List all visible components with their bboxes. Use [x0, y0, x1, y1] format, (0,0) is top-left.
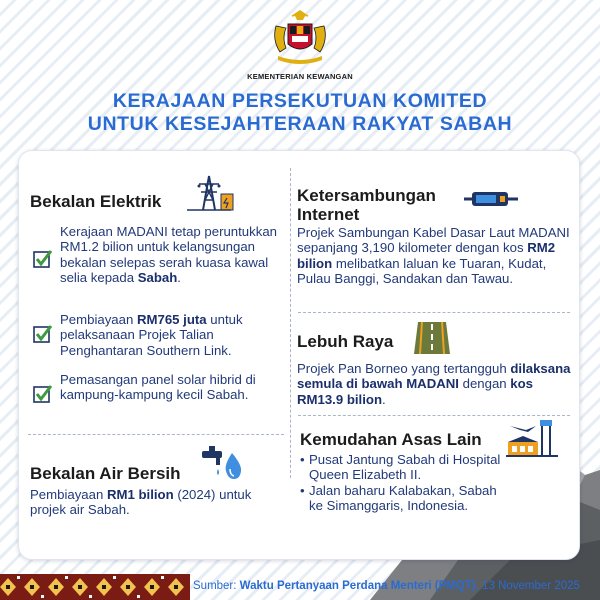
internet-title — [297, 186, 436, 224]
highway-text-pre: Projek Pan Borneo yang tertangguh — [297, 361, 511, 376]
highway-text-bold-2: kos RM13.9 bilion — [297, 376, 534, 407]
electricity-item-2-text: Pembiayaan — [60, 312, 137, 327]
section-divider — [298, 312, 570, 313]
facilities-title: Kemudahan Asas Lain — [300, 430, 482, 449]
list-item: • Pusat Jantung Sabah di Hospital Queen Elizabeth II. — [300, 452, 510, 483]
electricity-item-1-text: Kerajaan MADANI tetap peruntukkan RM1.2 bilion untuk kelangsungan bekalan selepas serah kuasa kawal selia kepada — [60, 224, 277, 286]
internet-title-line-2: Internet — [297, 205, 360, 224]
electricity-item-2-end: untuk pelaksanaan Projek Talian Penghantaran Southern Link. — [60, 312, 243, 358]
water-text-post: (2024) untuk projek air Sabah. — [30, 487, 252, 518]
electricity-item-1-end: . — [177, 270, 181, 286]
internet-text-post: melibatkan laluan ke Tuaran, Kudat, Pulau Banggi, Sandakan dan Tawau. — [297, 255, 547, 287]
water-text-bold: RM1 bilion — [106, 487, 174, 502]
internet-text-pre: Projek Sambungan Kabel Dasar Laut MADANI sepanjang 3,190 kilometer dengan kos — [297, 225, 570, 256]
highway-title: Lebuh Raya — [297, 332, 394, 351]
ministry-name: KEMENTERIAN KEWANGAN — [247, 72, 353, 81]
highway-text-mid: dengan — [458, 376, 511, 392]
electricity-item-3-text: Pemasangan panel solar hibrid di kampung-kampung kecil Sabah. — [60, 372, 256, 403]
electricity-item-3 — [60, 372, 282, 403]
water-title: Bekalan Air Bersih — [30, 464, 181, 483]
electricity-item-1 — [60, 224, 282, 286]
water-text-pre: Pembiayaan — [30, 487, 107, 502]
highway-text — [297, 361, 575, 407]
checkmark-icon — [33, 384, 53, 404]
water-tap-icon — [200, 443, 242, 483]
highway-road-icon — [412, 320, 452, 356]
coat-of-arms-icon — [268, 10, 332, 70]
title-line-2: UNTUK KESEJAHTERAAN RAKYAT SABAH — [87, 113, 513, 135]
electricity-item-1-bold: Sabah — [137, 270, 178, 286]
electricity-item-2-bold: RM765 juta — [136, 312, 207, 327]
title-line-1: KERAJAAN PERSEKUTUAN KOMITED — [112, 90, 488, 112]
electricity-title: Bekalan Elektrik — [30, 192, 162, 211]
source-name: Waktu Pertanyaan Perdana Menteri (PMQT) — [239, 580, 476, 592]
power-tower-icon — [183, 172, 235, 212]
electricity-item-2 — [60, 312, 282, 358]
highway-text-bold-1: dilaksana semula di bawah MADANI — [297, 361, 571, 392]
facilities-item-text: Jalan baharu Kalabakan, Sabah ke Simanggaris, Indonesia. — [309, 482, 497, 514]
facilities-item-text: Pusat Jantung Sabah di Hospital Queen Elizabeth II. — [309, 452, 501, 483]
highway-text-post: . — [382, 391, 386, 407]
cable-icon — [464, 184, 520, 212]
source-date: , 13 November 2025 — [475, 580, 580, 592]
water-text — [30, 487, 270, 518]
source-citation — [193, 580, 580, 592]
internet-text-bold: RM2 bilion — [297, 240, 556, 271]
list-item: • Jalan baharu Kalabakan, Sabah ke Simanggaris, Indonesia. — [300, 483, 510, 514]
section-divider — [28, 434, 284, 435]
page-title — [0, 90, 600, 136]
facilities-list — [300, 452, 510, 514]
column-divider — [290, 168, 291, 478]
tribal-pattern-border — [0, 574, 190, 600]
checkmark-icon — [33, 324, 53, 344]
airport-tower-icon — [506, 416, 558, 460]
checkmark-icon — [33, 249, 53, 269]
source-label: Sumber: — [193, 580, 240, 592]
internet-text — [297, 225, 575, 287]
internet-title-line-1: Ketersambungan — [297, 186, 436, 205]
